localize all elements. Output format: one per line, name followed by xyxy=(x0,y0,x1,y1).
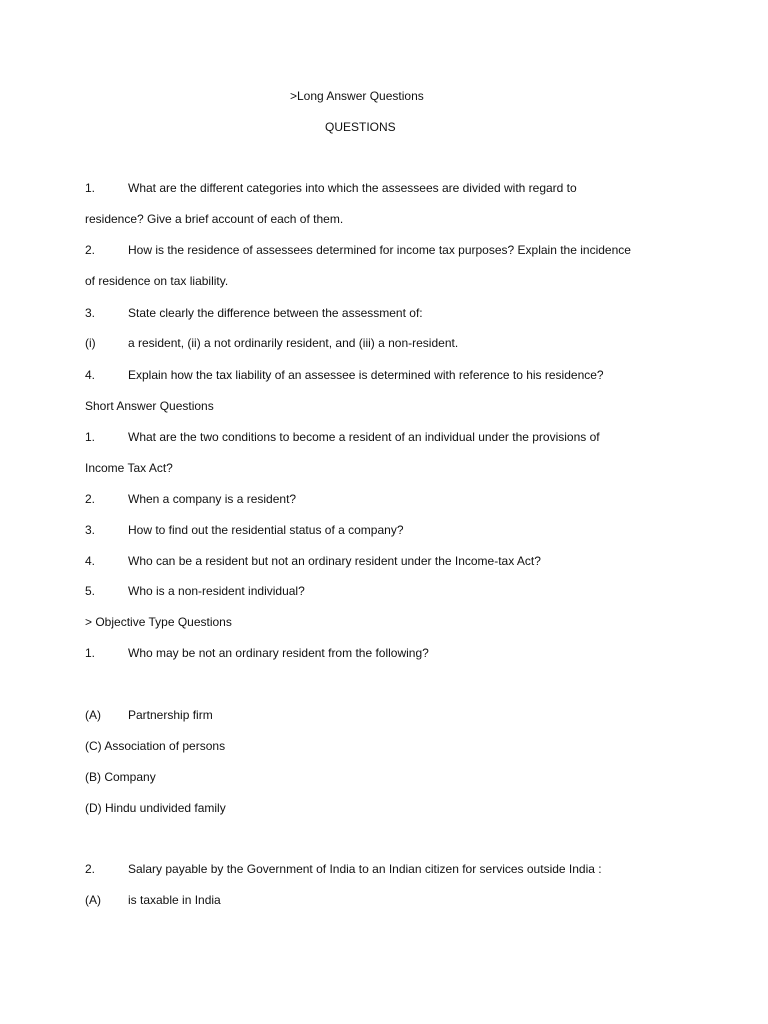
option-letter: (A) xyxy=(85,708,101,722)
objective-heading: > Objective Type Questions xyxy=(85,615,232,629)
item-number: 2. xyxy=(85,243,96,257)
item-number: 3. xyxy=(85,306,96,320)
item-number: (i) xyxy=(85,336,96,350)
item-text: Who may be not an ordinary resident from the following? xyxy=(128,646,429,660)
item-text: How is the residence of assessees determined for income tax purposes? Explain the incidence xyxy=(128,243,631,257)
item-text: State clearly the difference between the assessment of: xyxy=(128,306,423,320)
option-letter: (A) xyxy=(85,893,101,907)
item-number: 4. xyxy=(85,368,96,382)
item-text: What are the different categories into which the assessees are divided with regard to xyxy=(128,181,577,195)
item-text: Salary payable by the Government of India to an Indian citizen for services outside India : xyxy=(128,862,602,876)
item-text: Who is a non-resident individual? xyxy=(128,584,305,598)
option-text: is taxable in India xyxy=(128,893,221,907)
option-item: (C) Association of persons xyxy=(85,739,226,753)
item-number: 5. xyxy=(85,584,96,598)
item-number: 1. xyxy=(85,430,96,444)
item-text: a resident, (ii) a not ordinarily resident, and (iii) a non-resident. xyxy=(128,336,459,350)
option-item: (D) Hindu undivided family xyxy=(85,801,226,815)
document-heading: >Long Answer Questions xyxy=(290,89,424,103)
item-number: 2. xyxy=(85,862,96,876)
option-item: (B) Company xyxy=(85,770,156,784)
item-continuation: of residence on tax liability. xyxy=(85,274,229,288)
item-number: 3. xyxy=(85,523,96,537)
item-text: What are the two conditions to become a resident of an individual under the provisions of xyxy=(128,430,600,444)
questions-subheading: QUESTIONS xyxy=(325,120,396,134)
item-number: 1. xyxy=(85,181,96,195)
item-number: 2. xyxy=(85,492,96,506)
item-text: How to find out the residential status of a company? xyxy=(128,523,404,537)
item-continuation: residence? Give a brief account of each of them. xyxy=(85,212,344,226)
short-answer-heading: Short Answer Questions xyxy=(85,399,214,413)
item-number: 1. xyxy=(85,646,96,660)
item-number: 4. xyxy=(85,554,96,568)
option-text: Partnership firm xyxy=(128,708,213,722)
item-text: When a company is a resident? xyxy=(128,492,297,506)
item-text: Explain how the tax liability of an assessee is determined with reference to his residence? xyxy=(128,368,604,382)
item-text: Who can be a resident but not an ordinary resident under the Income-tax Act? xyxy=(128,554,541,568)
item-continuation: Income Tax Act? xyxy=(85,461,173,475)
